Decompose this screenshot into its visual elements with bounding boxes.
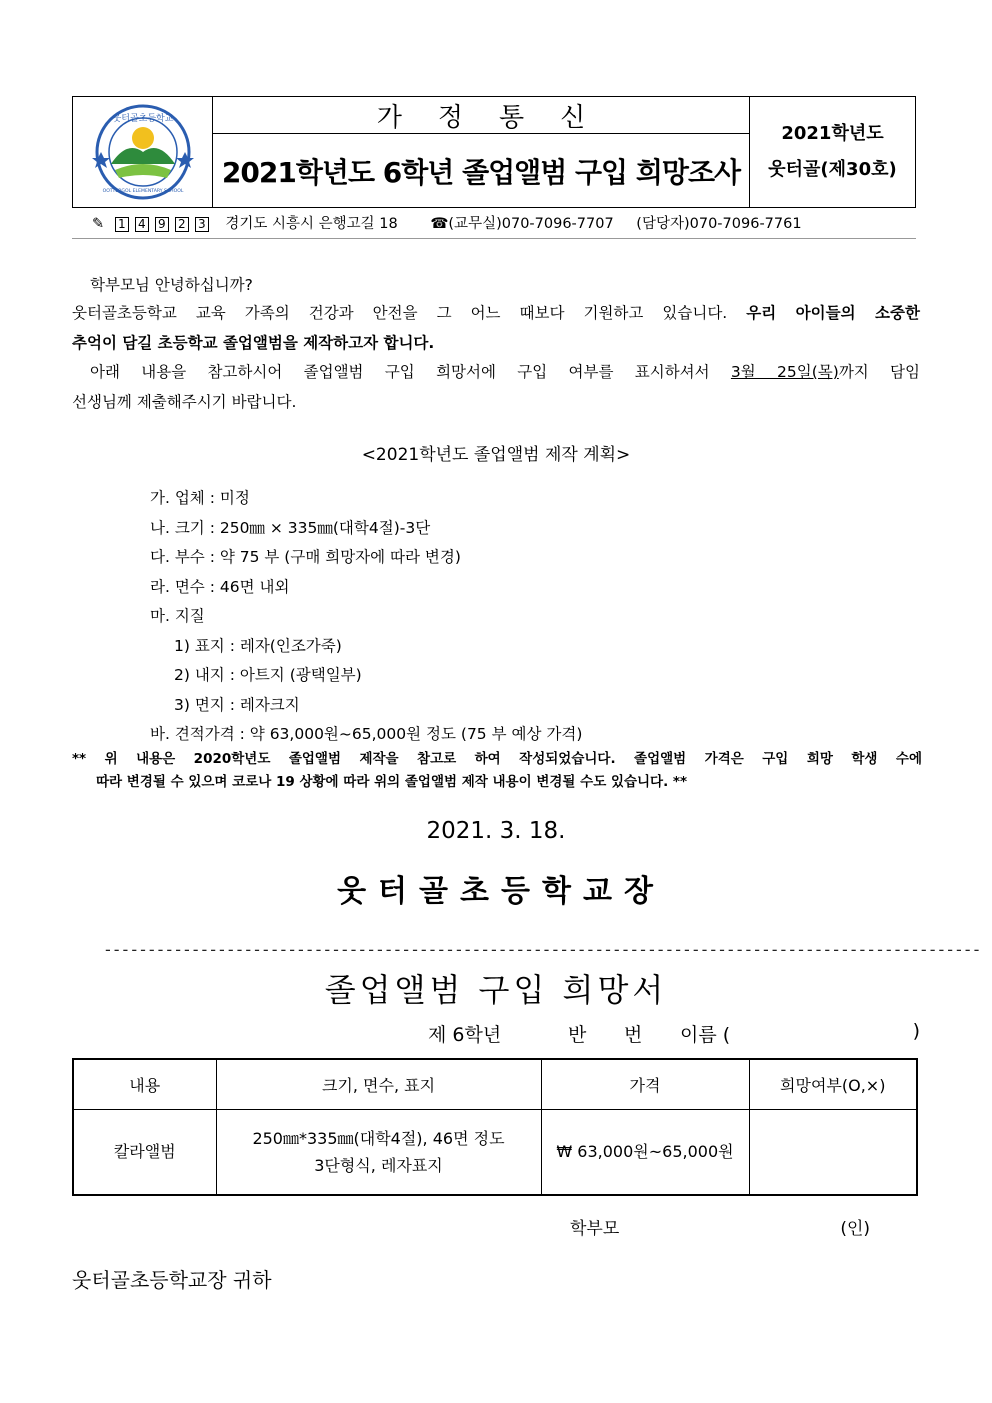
paragraph-2-line-2: 선생님께 제출해주시기 바랍니다. <box>72 393 297 411</box>
plan-subitem-inner: 2) 내지 : 아트지 (광택일부) <box>174 666 362 684</box>
school-emblem <box>87 102 199 202</box>
greeting: 학부모님 안녕하십니까? <box>90 276 253 294</box>
plan-item-size: 나. 크기 : 250㎜ × 335㎜(대학4절)-3단 <box>150 518 431 537</box>
plan-item-price: 바. 견적가격 : 약 63,000원~65,000원 정도 (75 부 예상 가격) <box>150 725 583 743</box>
paragraph-2-line-1 <box>72 357 920 387</box>
notice-line-2: 따라 변경될 수 있으며 코로나 19 상황에 따라 위의 졸업앨범 제작 내용이 변경될 수도 있습니다. ** <box>96 774 688 790</box>
staff-phone: (담당자)070-7096-7761 <box>636 216 802 232</box>
paragraph-1-bold-a: 우리 아이들의 소중한 <box>746 304 920 322</box>
plan-subitem-endpaper: 3) 면지 : 레자크지 <box>174 695 300 714</box>
cut-line: ---------------------------------------------------------------------------------------------------- <box>105 940 983 959</box>
postal-digit: 4 <box>135 217 149 232</box>
plan-item-copies: 다. 부수 : 약 75 부 (구매 희망자에 따라 변경) <box>150 548 461 566</box>
notice-line-1: ** 위 내용은 2020학년도 졸업앨범 제작을 참고로 하여 작성되었습니다. 졸업앨범 가격은 구입 희망 학생 수에 <box>72 751 922 767</box>
name-label: 이름 ( <box>680 1024 731 1046</box>
logo-english-text: OOTTERGOL ELEMENTARY SCHOOL <box>102 189 183 194</box>
office-phone: ☎(교무실)070-7096-7707 <box>430 216 614 232</box>
newsletter-category: 가정통신 <box>213 97 749 134</box>
title-cell <box>213 97 750 207</box>
school-logo-cell <box>73 97 213 207</box>
header-content: 내용 <box>73 1059 216 1109</box>
form-title: 졸업앨범 구입 희망서 <box>324 971 668 1009</box>
cell-price: ₩ 63,000원~65,000원 <box>541 1109 749 1195</box>
mail-icon: ✎ <box>92 216 105 232</box>
cell-spec <box>216 1109 541 1195</box>
class-label: 반 <box>568 1024 587 1046</box>
parent-signature-line <box>570 1214 870 1239</box>
plan-list <box>150 484 582 750</box>
plan-subitem-cover: 1) 표지 : 레자(인조가죽) <box>174 636 342 655</box>
school-year: 2021학년도 <box>781 123 884 144</box>
cell-choice[interactable] <box>749 1109 917 1195</box>
parent-label: 학부모 <box>570 1219 620 1239</box>
number-label: 번 <box>624 1024 643 1046</box>
plan-item-paper: 마. 지질 <box>150 607 205 625</box>
header-divider <box>72 238 916 239</box>
issue-number: 웃터골(제30호) <box>768 159 897 180</box>
name-close: ) <box>912 1020 920 1042</box>
principal-signature: 웃터골초등학교장 <box>337 874 665 909</box>
paragraph-1-line-1 <box>72 298 920 328</box>
postal-digit: 1 <box>115 217 129 232</box>
postal-code <box>115 216 215 232</box>
cell-item: 칼라앨범 <box>73 1109 216 1195</box>
logo-korean-text: 웃터골초등학교 <box>112 114 173 124</box>
spec-line-2: 3단형식, 레자표지 <box>314 1155 443 1175</box>
deadline-date: 3월 25일(목) <box>730 363 839 381</box>
issue-date: 2021. 3. 18. <box>426 818 566 844</box>
paragraph-1-bold-b: 추억이 담길 초등학교 졸업앨범을 제작하고자 합니다. <box>72 334 435 352</box>
notice <box>72 748 922 794</box>
newsletter-header <box>72 96 916 208</box>
seal-label: (인) <box>840 1219 870 1239</box>
plan-item-pages: 라. 면수 : 46면 내외 <box>150 577 290 596</box>
paragraph-2-after: 까지 담임 <box>838 363 921 381</box>
spec-line-1: 250㎜*335㎜(대학4절), 46면 정도 <box>252 1128 505 1148</box>
page-title: 2021학년도 6학년 졸업앨범 구입 희망조사 <box>221 155 741 189</box>
paragraph-2-before: 아래 내용을 참고하시어 졸업앨범 구입 희망서에 구입 여부를 표시하셔서 <box>90 363 710 381</box>
plan-title: <2021학년도 졸업앨범 제작 계획> <box>361 445 631 465</box>
address-line <box>72 212 916 233</box>
table-row <box>73 1109 917 1195</box>
header-choice: 희망여부(O,×) <box>749 1059 917 1109</box>
paragraph-2-deadline <box>731 363 920 381</box>
paragraph-1-normal: 웃터골초등학교 교육 가족의 건강과 안전을 그 어느 때보다 기원하고 있습니다. <box>72 304 728 322</box>
addressee: 웃터골초등학교장 귀하 <box>72 1268 272 1292</box>
grade-label: 제 6학년 <box>428 1024 502 1046</box>
issue-cell <box>750 97 915 207</box>
street-address: 경기도 시흥시 은행고길 18 <box>225 216 398 232</box>
purchase-form-table <box>72 1058 918 1196</box>
student-info-line <box>428 1020 920 1047</box>
postal-digit: 3 <box>195 217 209 232</box>
header-price: 가격 <box>541 1059 749 1109</box>
postal-digit: 2 <box>175 217 189 232</box>
header-spec: 크기, 면수, 표지 <box>216 1059 541 1109</box>
postal-digit: 9 <box>155 217 169 232</box>
table-header-row <box>73 1059 917 1109</box>
plan-item-vendor: 가. 업체 : 미정 <box>150 489 250 507</box>
